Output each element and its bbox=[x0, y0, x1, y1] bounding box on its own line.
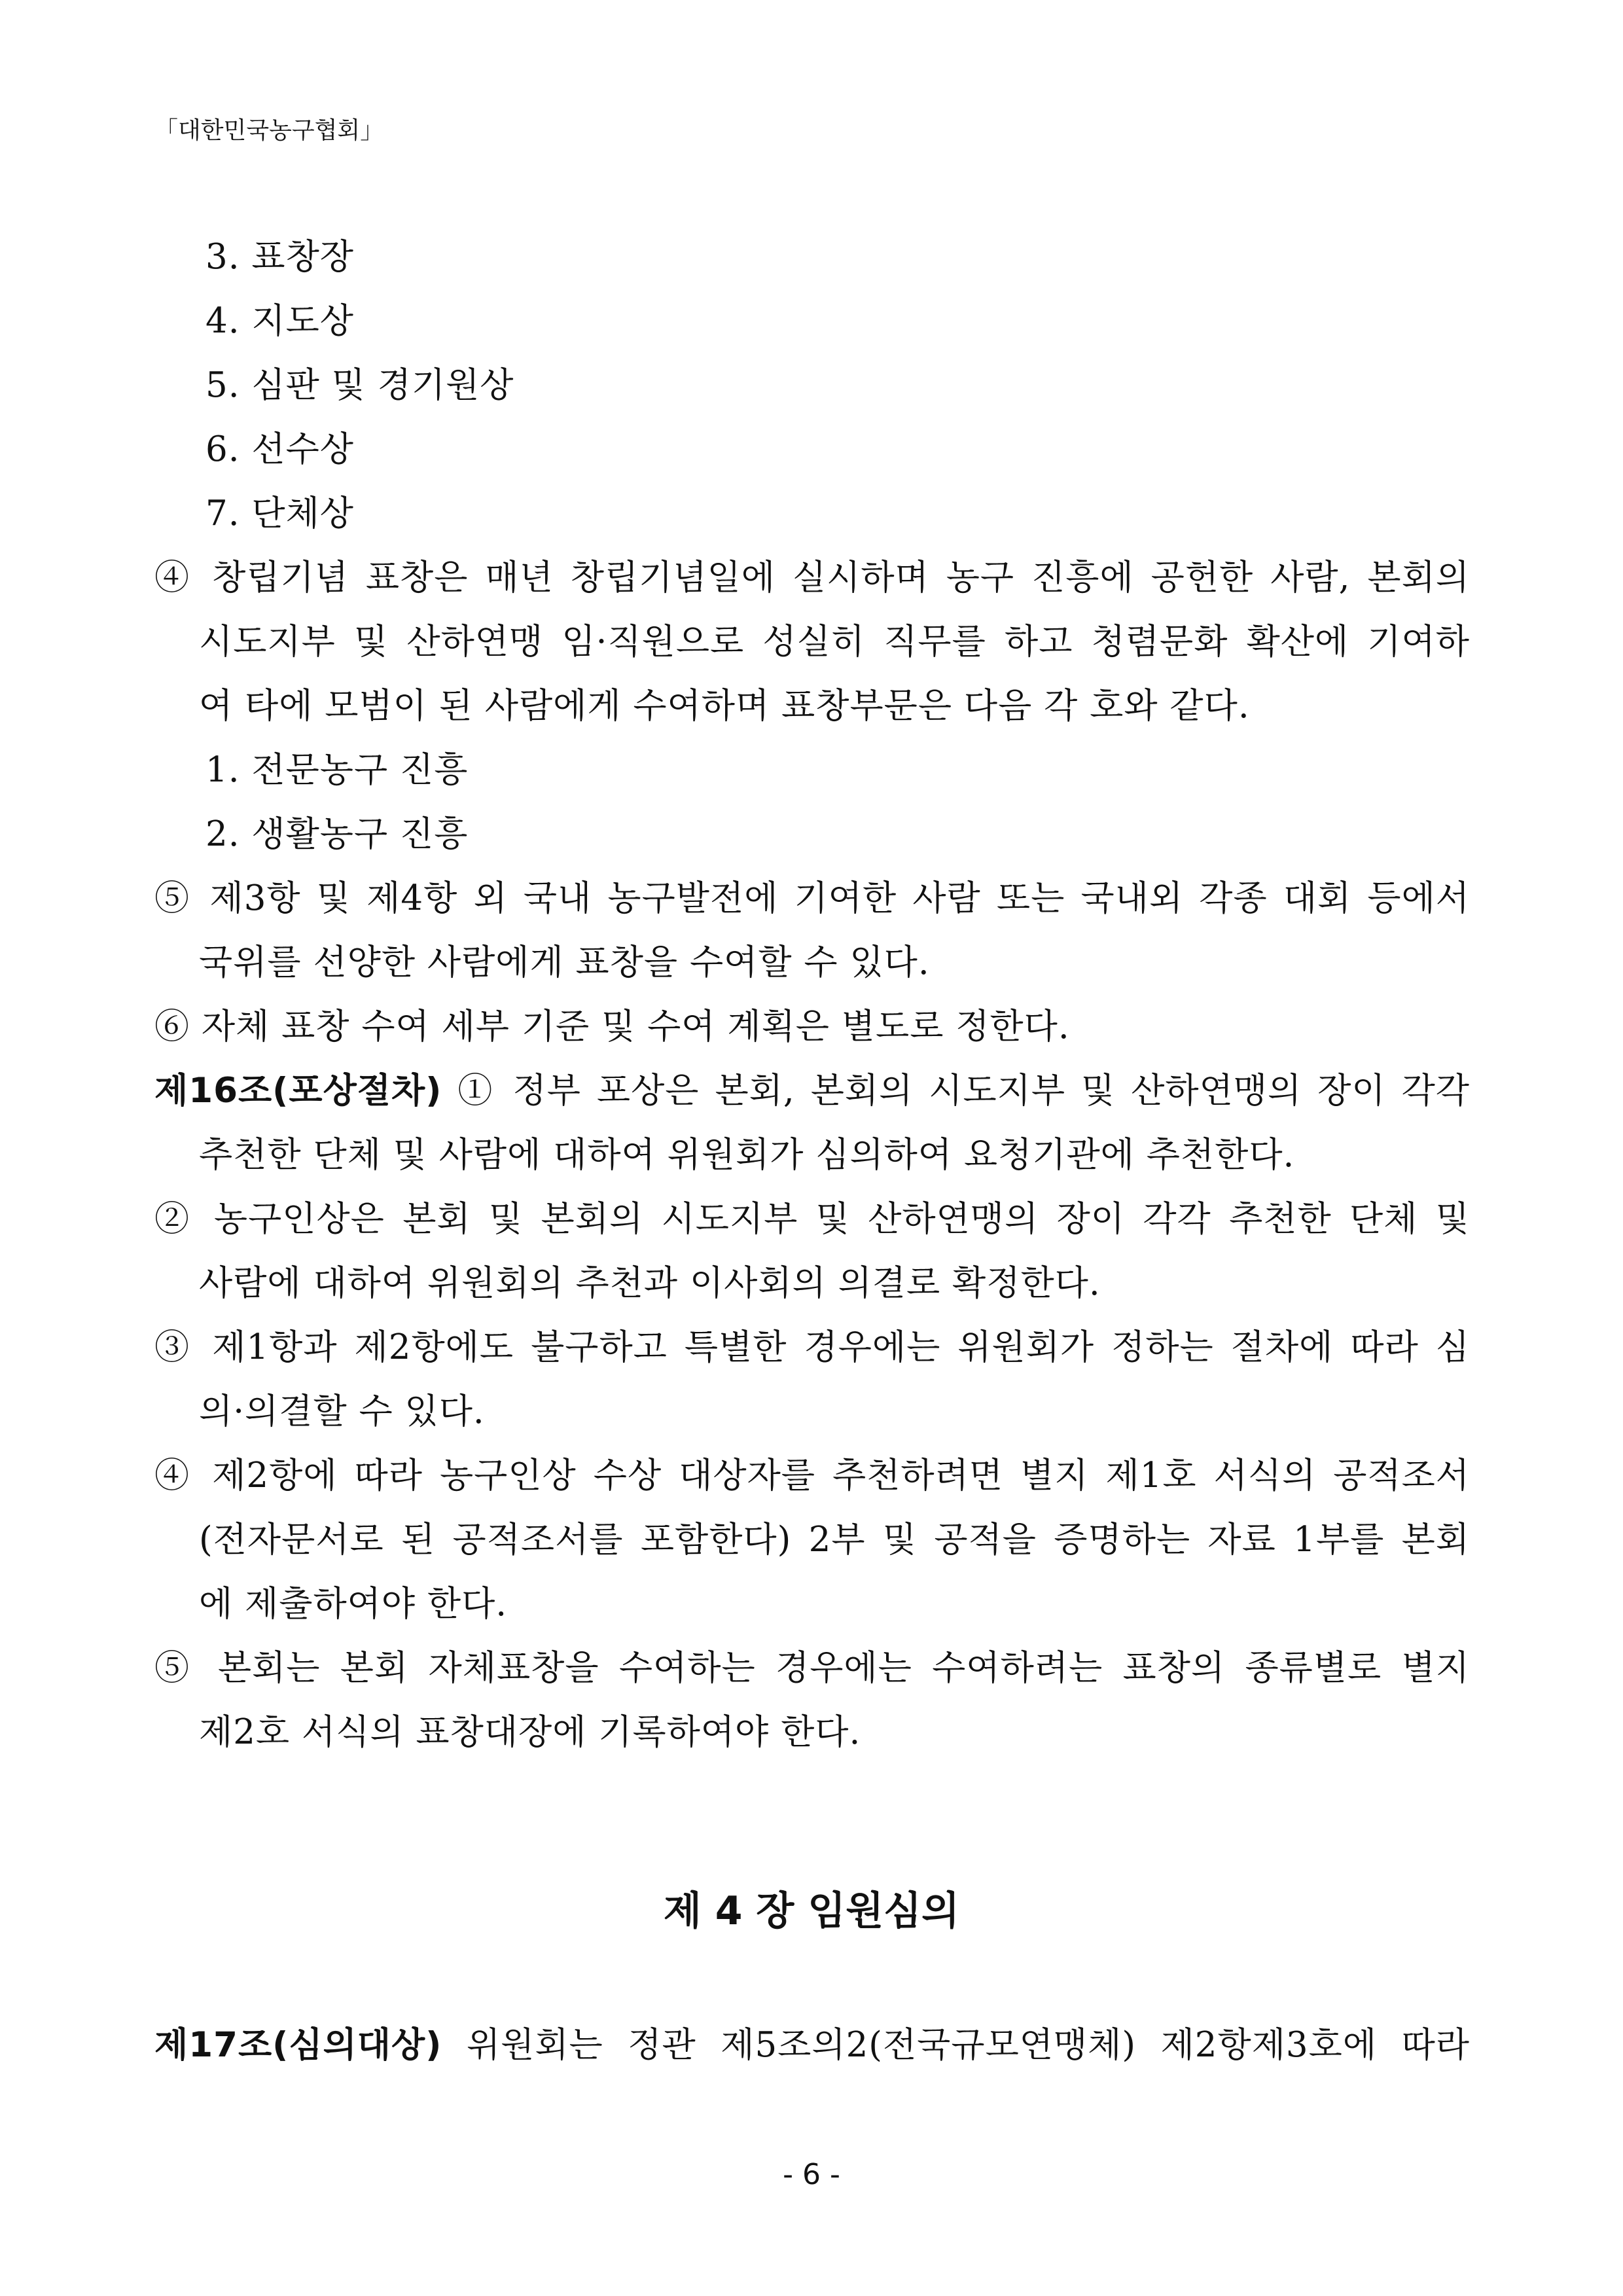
list-item: 7. 단체상 bbox=[205, 493, 355, 533]
document-body bbox=[154, 225, 1470, 1765]
article-17-line bbox=[154, 2013, 1470, 2077]
article-17-heading: 제17조(심의대상) bbox=[154, 2025, 442, 2065]
paragraph-line: ② 농구인상은 본회 및 본회의 시도지부 및 산하연맹의 장이 각각 추천한 단체 및 bbox=[154, 1199, 1470, 1239]
paragraph-line: ⑤ 제3항 및 제4항 외 국내 농구발전에 기여한 사람 또는 국내외 각종 대회 등에서 bbox=[154, 878, 1470, 918]
paragraph-line: 에 제출하여야 한다. bbox=[199, 1584, 508, 1624]
paragraph-line: ⑥ 자체 표창 수여 세부 기준 및 수여 계획은 별도로 정한다. bbox=[154, 1007, 1070, 1047]
paragraph-line: 여 타에 모범이 된 사람에게 수여하며 표창부문은 다음 각 호와 같다. bbox=[199, 686, 1250, 726]
paragraph-line: ④ 창립기념 표창은 매년 창립기념일에 실시하며 농구 진흥에 공헌한 사람, 본회의 bbox=[154, 558, 1470, 598]
list-item: 1. 전문농구 진흥 bbox=[205, 750, 469, 790]
paragraph-line: 제2호 서식의 표창대장에 기록하여야 한다. bbox=[199, 1712, 861, 1752]
paragraph-line: 의·의결할 수 있다. bbox=[199, 1391, 485, 1431]
article-16-line bbox=[154, 1059, 1470, 1123]
paragraph-line: ⑤ 본회는 본회 자체표창을 수여하는 경우에는 수여하려는 표창의 종류별로 별지 bbox=[154, 1648, 1470, 1688]
paragraph-line: 시도지부 및 산하연맹 임·직원으로 성실히 직무를 하고 청렴문화 확산에 기여하 bbox=[199, 622, 1470, 662]
list-item: 5. 심판 및 경기원상 bbox=[205, 365, 514, 405]
article-16-text: ① 정부 포상은 본회, 본회의 시도지부 및 산하연맹의 장이 각각 bbox=[442, 1071, 1470, 1111]
article-17 bbox=[154, 2013, 1470, 2077]
paragraph-line: 국위를 선양한 사람에게 표창을 수여할 수 있다. bbox=[199, 942, 930, 982]
paragraph-line: (전자문서로 된 공적조서를 포함한다) 2부 및 공적을 증명하는 자료 1부를 본회 bbox=[199, 1520, 1470, 1560]
document-header: 「대한민국농구협회」 bbox=[154, 117, 384, 144]
list-item: 6. 선수상 bbox=[205, 429, 355, 469]
page-number: - 6 - bbox=[783, 2158, 840, 2191]
list-item: 4. 지도상 bbox=[205, 301, 355, 341]
chapter-title: 제 4 장 임원심의 bbox=[663, 1888, 960, 1934]
paragraph-line: 사람에 대하여 위원회의 추천과 이사회의 의결로 확정한다. bbox=[199, 1263, 1101, 1303]
paragraph-line: 추천한 단체 및 사람에 대하여 위원회가 심의하여 요청기관에 추천한다. bbox=[199, 1135, 1295, 1175]
paragraph-line: ③ 제1항과 제2항에도 불구하고 특별한 경우에는 위원회가 정하는 절차에 따라 심 bbox=[154, 1327, 1470, 1367]
list-item: 3. 표창장 bbox=[205, 237, 355, 277]
article-16-heading: 제16조(포상절차) bbox=[154, 1071, 442, 1111]
paragraph-line: ④ 제2항에 따라 농구인상 수상 대상자를 추천하려면 별지 제1호 서식의 공적조서 bbox=[154, 1456, 1470, 1496]
list-item: 2. 생활농구 진흥 bbox=[205, 814, 469, 854]
article-17-text: 위원회는 정관 제5조의2(전국규모연맹체) 제2항제3호에 따라 bbox=[442, 2025, 1470, 2065]
